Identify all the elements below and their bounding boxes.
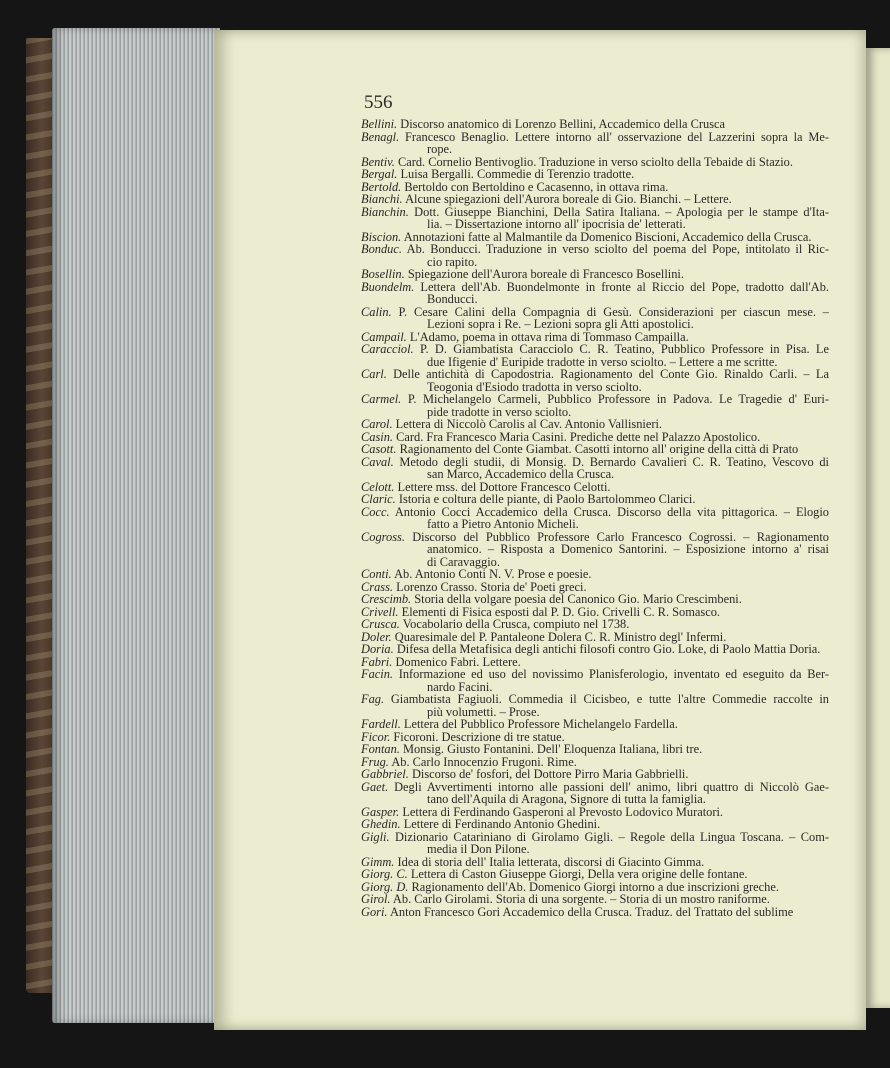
entry-abbreviation: Doler. [361,629,392,644]
bibliography-entry [361,831,829,856]
entry-abbreviation: Gigli. [361,829,390,844]
entry-text: Storia della volgare poesia del Canonico Gio. Mario Crescimbeni. [414,592,742,606]
entry-text: Card. Fra Francesco Maria Casini. Prediche dette nel Palazzo Apostolico. [396,429,761,444]
entry-text: Istoria e coltura delle piante, di Paolo Bartolommeo Clarici. [398,492,696,506]
entry-text: fatto a Pietro Antonio Micheli. [427,517,579,531]
entry-text: Lettere di Ferdinando Antonio Ghedini. [403,817,601,831]
entry-text: Idea di storia dell' Italia letterata, discorsi di Giacinto Gimma. [397,854,705,869]
entry-abbreviation: Celott. [361,479,395,494]
entry-abbreviation: Caval. [361,454,394,469]
entry-text: nardo Facini. [427,679,493,694]
entry-text: Teogonia d'Esiodo tradotta in verso sciolto. [427,379,642,394]
entry-abbreviation: Gasper. [361,804,400,819]
entry-text: P. Michelangelo Carmeli, Pubblico Professore in Padova. Le Tragedie d' Euri- [407,392,829,406]
entry-abbreviation: Giorg. C. [361,867,408,881]
entry-text: Luisa Bergalli. Commedie di Terenzio tradotte. [400,167,635,181]
entry-abbreviation: Cogross. [361,529,405,544]
entry-abbreviation: Crusca. [361,617,400,631]
entry-text: cio rapito. [427,254,478,269]
entry-abbreviation: Fag. [361,692,385,706]
entry-abbreviation: Gabbriel. [361,767,409,781]
entry-text: Bertoldo con Bertoldino e Cacasenno, in ottava rima. [404,179,669,194]
entry-text: Lettera dell'Ab. Buondelmonte in fronte al Riccio del Pope, tradotto dall'Ab. [420,279,829,294]
entry-text: Difesa della Metafisica degli antichi filosofi contro Gio. Loke, di Paolo Mattia Doria. [396,642,821,656]
entry-text: Card. Cornelio Bentivoglio. Traduzione in verso sciolto della Tebaide di Stazio. [397,154,793,169]
entry-text: Francesco Benaglio. Lettere intorno all' osservazione del Lazzerini sopra la Me- [405,129,829,144]
entry-text: Degli Avvertimenti intorno alle passioni dell' animo, libri quattro di Niccolò Gae- [394,779,829,794]
entry-abbreviation: Bosellin. [361,267,405,281]
entry-text: più volumetti. – Prose. [427,704,540,719]
entry-abbreviation: Ficor. [361,729,391,744]
entry-abbreviation: Crass. [361,579,394,594]
entry-text: Metodo degli studii, di Monsig. D. Bernardo Cavalieri C. R. Teatino, Vescovo di [399,454,829,469]
entry-abbreviation: Bonduc. [361,242,402,256]
entry-abbreviation: Bianchin. [361,204,409,219]
bibliography-entry [361,531,829,569]
entry-abbreviation: Bellini. [361,117,398,131]
entry-text: Anton Francesco Gori Accademico della Crusca. Traduz. del Trattato del sublime [389,904,794,919]
entry-text: Ragionamento dell'Ab. Domenico Giorgi intorno a due inscrizioni greche. [411,879,779,894]
entry-abbreviation: Cocc. [361,504,390,519]
entry-text: Antonio Cocci Accademico della Crusca. Discorso della vita pittagorica. – Elogio [394,504,829,519]
entry-abbreviation: Campail. [361,329,407,344]
bibliography-entry [361,206,829,231]
entry-abbreviation: Calin. [361,304,392,319]
bibliography-entry [361,781,829,806]
entry-text: Informazione ed uso del novissimo Planisferologio, inventato ed eseguito da Ber- [398,667,829,681]
entry-text: Lettera del Pubblico Professore Michelangelo Fardella. [403,717,678,731]
entry-abbreviation: Giorg. D. [361,879,409,894]
entry-abbreviation: Doria. [361,642,394,656]
entry-abbreviation: Caracciol. [361,342,414,356]
entry-text: Spiegazione dell'Aurora boreale di Francesco Bosellini. [407,267,684,281]
bibliography-entry [361,693,829,718]
entry-text: rope. [427,142,453,156]
entry-text: Ab. Carlo Innocenzio Frugoni. Rime. [391,754,577,769]
entry-abbreviation: Frug. [361,754,389,769]
entry-abbreviation: Biscion. [361,229,402,244]
entry-text: P. Cesare Calini della Compagnia di Gesù. Considerazioni per ciascun mese. – [398,304,829,319]
entry-abbreviation: Carmel. [361,392,402,406]
entry-text: lia. – Dissertazione intorno all' ipocrisia de' letterati. [427,217,686,231]
entry-text: Giambatista Fagiuoli. Commedia il Cicisbeo, e tutte l'altre Commedie raccolte in [390,692,829,706]
entry-text: Lettera di Ferdinando Gasperoni al Prevosto Lodovico Muratori. [402,804,724,819]
bibliography-entry [361,368,829,393]
entry-text: Annotazioni fatte al Malmantile da Domenico Biscioni, Accademico della Crusca. [403,229,812,244]
entry-text: Lorenzo Crasso. Storia de' Poeti greci. [396,579,587,594]
page-number: 556 [364,92,393,113]
bibliography-entry [361,506,829,531]
entry-abbreviation: Claric. [361,492,396,506]
entry-abbreviation: Ghedin. [361,817,401,831]
entry-text: Vocabolario della Crusca, compiuto nel 1738. [402,617,630,631]
entry-abbreviation: Facin. [361,667,393,681]
entry-text: pide tradotte in verso sciolto. [427,404,572,419]
entry-abbreviation: Casin. [361,429,394,444]
entry-text: san Marco, Accademico della Crusca. [427,467,615,481]
entry-text: Ficoroni. Descrizione di tre statue. [393,729,565,744]
entry-text: Dott. Giuseppe Bianchini, Della Satira Italiana. – Apologia per le stampe d'Ita- [414,204,829,219]
bibliography-entry [361,906,829,919]
bibliography-list [361,118,829,918]
entry-abbreviation: Fabri. [361,654,393,669]
entry-text: Ab. Carlo Girolami. Storia di una sorgente. – Storia di un mostro raniforme. [392,892,770,906]
entry-text: Lettera di Caston Giuseppe Giorgi, Della vera origine delle fontane. [410,867,748,881]
entry-text: Discorso anatomico di Lorenzo Bellini, Accademico della Crusca [400,117,726,131]
entry-abbreviation: Crivell. [361,604,399,619]
entry-text: Ab. Antonio Conti N. V. Prose e poesie. [394,567,592,581]
entry-abbreviation: Girol. [361,892,391,906]
entry-text: Discorso de' fosfori, del Dottore Pirro Maria Gabbrielli. [411,767,689,781]
entry-abbreviation: Fontan. [361,742,400,756]
entry-abbreviation: Bentiv. [361,154,395,169]
entry-abbreviation: Benagl. [361,129,400,144]
entry-text: Delle antichità di Capodostria. Ragionamento del Conte Gio. Rinaldo Carli. – La [393,367,829,381]
entry-text: Quaresimale del P. Pantaleone Dolera C. R. Ministro degl' Infermi. [394,629,727,644]
bibliography-entry [361,243,829,268]
entry-abbreviation: Carl. [361,367,387,381]
entry-abbreviation: Casott. [361,442,397,456]
entry-text: Alcune spiegazioni dell'Aurora boreale di Gio. Bianchi. – Lettere. [405,192,732,206]
page-edges [52,28,220,1023]
entry-text: Monsig. Giusto Fontanini. Dell' Eloquenza Italiana, libri tre. [403,742,703,756]
entry-text: anatomico. – Risposta a Domenico Santorini. – Esposizione intorno a' risai [427,542,829,556]
facing-page-edge [866,48,890,1008]
entry-abbreviation: Fardell. [361,717,401,731]
bibliography-entry [361,343,829,368]
entry-text: media il Don Pilone. [427,842,530,856]
bibliography-entry [361,668,829,693]
entry-text: Ragionamento del Conte Giambat. Casotti intorno all' origine della città di Prato [399,442,799,456]
entry-abbreviation: Crescimb. [361,592,412,606]
entry-text: Elementi di Fisica esposti dal P. D. Gio. Crivelli C. R. Somasco. [401,604,720,619]
entry-text: tano dell'Aquila di Aragona, Signore di tutta la famiglia. [427,792,706,806]
entry-text: Lezioni sopra i Re. – Lezioni sopra gli Atti apostolici. [427,317,694,331]
entry-abbreviation: Bergal. [361,167,398,181]
bibliography-entry [361,131,829,156]
entry-abbreviation: Carol. [361,417,393,431]
entry-text: Lettera di Niccolò Carolis al Cav. Antonio Vallisnieri. [395,417,663,431]
entry-abbreviation: Bertold. [361,179,402,194]
entry-text: di Caravaggio. [427,554,500,569]
entry-abbreviation: Gori. [361,904,388,919]
entry-abbreviation: Conti. [361,567,392,581]
bibliography-entry [361,281,829,306]
bibliography-entry [361,456,829,481]
bibliography-entry [361,393,829,418]
entry-text: L'Adamo, poema in ottava rima di Tommaso Campailla. [409,329,689,344]
entry-text: Lettere mss. del Dottore Francesco Celotti. [397,479,611,494]
bibliography-entry [361,306,829,331]
entry-abbreviation: Bianchi. [361,192,403,206]
entry-line [361,906,829,919]
entry-text: Bonducci. [427,292,478,306]
entry-text: P. D. Giambatista Caracciolo C. R. Teatino, Pubblico Professore in Pisa. Le [419,342,829,356]
entry-abbreviation: Gaet. [361,779,389,794]
entry-text: Domenico Fabri. Lettere. [395,654,521,669]
entry-text: Dizionario Catariniano di Girolamo Gigli. – Regole della Lingua Toscana. – Com- [394,829,829,844]
entry-abbreviation: Gimm. [361,854,395,869]
entry-text: Discorso del Pubblico Professore Carlo Francesco Cogrossi. – Ragionamento [412,529,829,544]
entry-abbreviation: Buondelm. [361,279,415,294]
entry-text: Ab. Bonducci. Traduzione in verso sciolto del poema del Pope, intitolato il Ric- [406,242,829,256]
entry-text: due Ifigenie d' Euripide tradotte in verso sciolto. – Lettere a me scritte. [427,354,778,369]
